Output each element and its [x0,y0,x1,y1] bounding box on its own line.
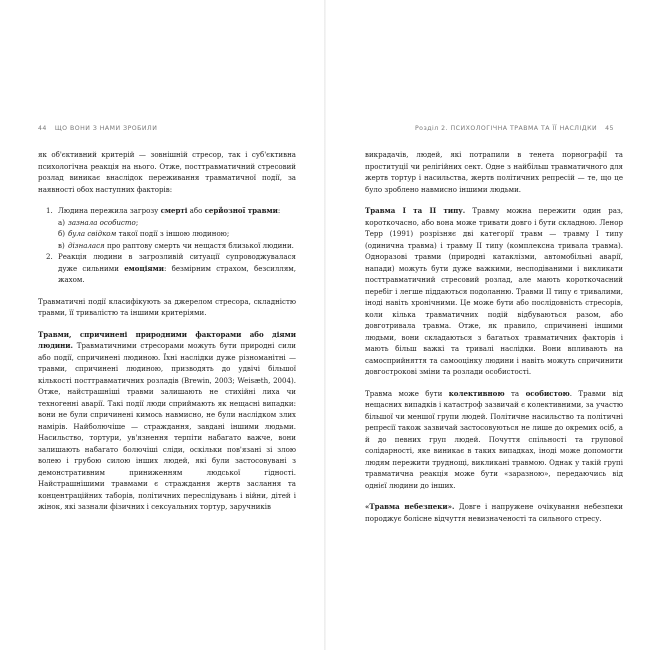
item-text: : [277,206,281,215]
right-running-head [415,125,614,132]
criteria-item-1 [46,205,296,251]
item-text: Реакція людини в загрозливій ситуації супроводжувалася дуже сильними [58,252,296,273]
section-lead: Травма І та ІІ типу. [365,206,466,215]
continued-paragraph: викрадачів, людей, які потрапили в тенета порнографії та проституції чи релігійних сект. Одне з найбільш травматичного для жертв тортур і насильства, жертв політичних репресій — те, що це було зроблено навмисно іншими людьми. [365,150,623,194]
bold-term: колективною [448,388,505,398]
left-page-number: 44 [38,125,47,132]
left-running-head [38,125,157,132]
classification-paragraph: Травматичні події класифікують за джерелом стресора, складністю травми, її тривалістю та іншими критеріями. [38,296,296,317]
italic-term: дізналася [68,240,105,250]
item-text: : безмірним страхом, безсиллям, жахом. [58,263,296,284]
paragraph-text: Травму можна пережити один раз, короткочасно, або вона може тривати довго і бути складною. Ленор Терр (1991) розрізняє дві категорії травм — травму І типу (одинична травма) і травму ІІ типу (комплексна тривала травма). Одноразові травми (природні катаклізми, автомобільні аварії, напади) можуть бути дуже важкими, несподіваними і викликати посттравматичний стресовий розлад, але мають короткочасний перебіг і легше піддаються подоланню. Травми ІІ типу є тривалими, іноді навіть хронічними. Це може бути або послідовність стресорів, коли кілька травматичних подій відбуваються разом, або довготривала травма. Отже, як правило, спричинені іншими людьми, вони складаються з багатьох травматичних факторів і мають більш важкі та тривалі наслідки. Вони впливають на самосприйняття та самооцінку людини і навіть можуть спричинити довгострокові зміни та розлади особистості. [365,206,624,376]
criteria-sublist [58,217,296,252]
sublist-text: про раптову смерть чи нещастя близької людини. [104,240,294,250]
sublist-text: такої події з іншою людиною; [116,229,230,238]
section-lead: Травми, спричинені природними факторами або діями людини. [38,329,296,350]
left-body-text [38,149,296,513]
list-marker: 2. [46,252,53,261]
section-lead: «Травма небезпеки». [365,502,455,511]
item-text: або [187,206,205,215]
item-text: Людина пережила загрозу [58,206,161,215]
bold-term: смерті [160,206,188,215]
bold-term: емоціями [124,263,164,273]
right-page [325,0,650,650]
natural-human-paragraph [38,329,296,513]
right-page-number: 45 [605,125,614,132]
bold-term: серйозної травми [204,206,278,215]
italic-term: була свідком [68,229,117,238]
sublist-marker: в) [58,240,65,250]
criteria-item-2 [46,251,296,286]
danger-trauma-paragraph [365,501,623,524]
list-marker: 1. [46,206,53,215]
sublist-text: ; [135,217,139,227]
sublist-item [58,217,296,229]
bold-term: особистою [525,388,570,398]
sublist-marker: а) [58,217,65,227]
sublist-item [58,228,296,240]
sublist-item [58,240,296,252]
paragraph-text: та [504,388,526,398]
paragraph-text: Травматичними стресорами можуть бути природні сили або події, спричинені людиною. Їхні наслідки дуже різноманітні — травми, спричинені людиною, призводять до удвічі більшої кількості посттравматичних розладів (Brewin, 2003; Weisæth, 2004). Отже, найстрашніші травми залишають не стихійні лиха чи техногенні аварії. Такі події люди сприймають як нещасні випадки: вони не були спричинені кимось навмисно, не були наслідком злих намірів. Найболючіше — страждання, завдані іншими людьми. Насильство, тортури, ув'язнення терпіти набагато важче, вони залишають набагато болючіші сліди, оскільки пов'язані зі злою волею і грубою силою інших людей, які були застосовувані з демонстративним приниженням людської гідності. Найстрашнішими травмами є страждання жертв заслання та концентраційних таборів, політичних переслідувань і війни, дітей і жінок, які зазнали фізичних і сексуальних тортур, заручників [38,341,296,511]
criteria-list [38,205,296,286]
paragraph-text: . Травми від нещасних випадків і катастроф зазвичай є колективними, за участю більшої чи меншої групи людей. Політичне насильство та політичні репресії також зазвичай застосовуються не лише до окремих осіб, а й до певних груп людей. Почуття спільності та групової солідарності, яке виникає в таких випадках, іноді може допомогти людям пережити труднощі, викликані травмою. Однак у такій групі травматична реакція може бути «заразною», передаючись від однієї людини до інших. [365,388,623,490]
paragraph-text: Довге і напружене очікування небезпеки породжує болісне відчуття невизначеності та сильного стресу. [365,502,623,523]
trauma-types-paragraph [365,205,623,378]
italic-term: зазнала особисто [68,217,136,227]
sublist-marker: б) [58,229,65,238]
collective-personal-paragraph [365,388,623,492]
right-running-title: Розділ 2. ПСИХОЛОГІЧНА ТРАВМА ТА ЇЇ НАСЛІДКИ [414,125,598,132]
left-running-title: ЩО ВОНИ З НАМИ ЗРОБИЛИ [54,125,158,132]
left-intro-paragraph: як об'єктивний критерій — зовнішній стресор, так і суб'єктивна психологічна реакція на нього. Отже, посттравматичний стресовий розлад виникає внаслідок переживання травматичної події, за наявності обох наступних факторів: [38,150,296,194]
paragraph-text: Травма може бути [365,388,449,398]
right-body-text [365,149,623,524]
